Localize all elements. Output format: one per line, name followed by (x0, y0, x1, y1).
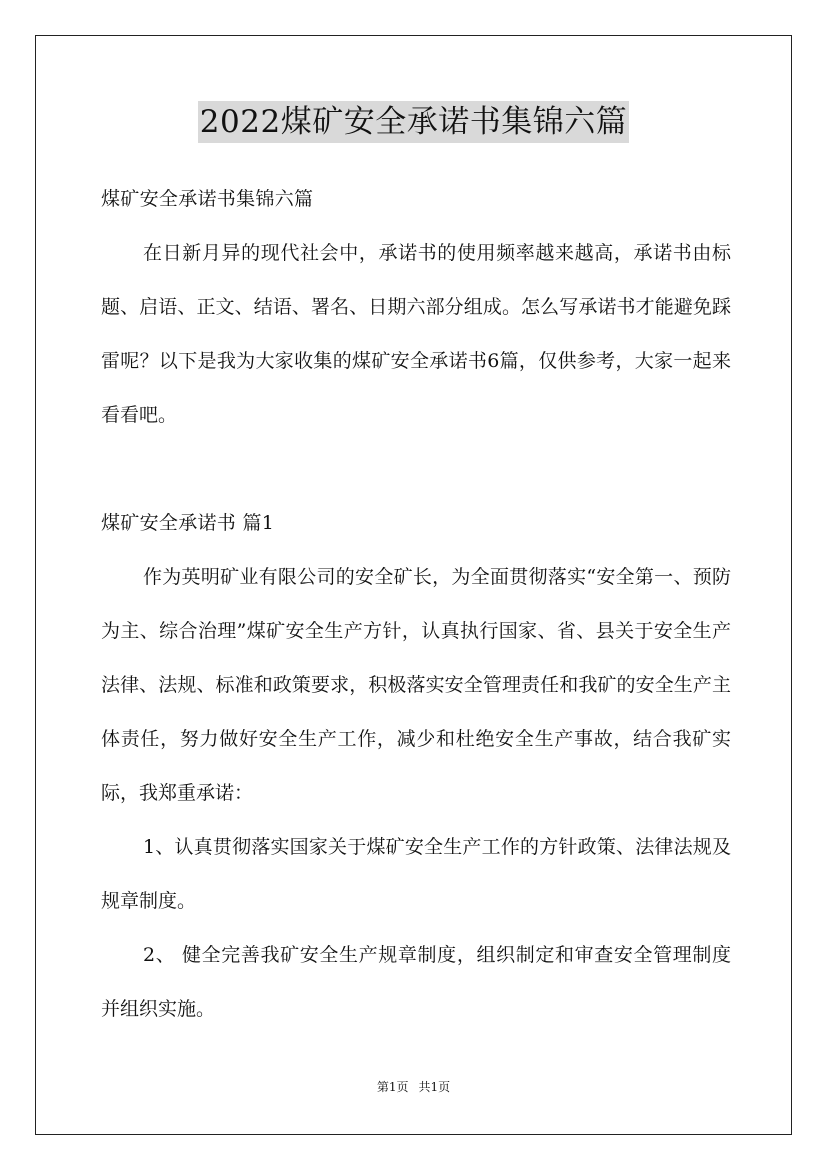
section-paragraph: 作为英明矿业有限公司的安全矿长，为全面贯彻落实“安全第一、预防为主、综合治理”煤矿安全生产方针，认真执行国家、省、县关于安全生产法律、法规、标准和政策要求，积极落实安全管理责任和我矿的安全生产主体责任，努力做好安全生产工作，减少和杜绝安全生产事故，结合我矿实际，我郑重承诺： (101, 566, 731, 804)
section-heading: 煤矿安全承诺书 篇1 (101, 512, 275, 534)
list-item: 1、认真贯彻落实国家关于煤矿安全生产工作的方针政策、法律法规及规章制度。 (101, 836, 731, 912)
list-item: 2、 健全完善我矿安全生产规章制度，组织制定和审查安全管理制度并组织实施。 (101, 944, 731, 1020)
document-title: 2022煤矿安全承诺书集锦六篇 (198, 101, 629, 143)
document-body (101, 172, 731, 1036)
page-number: 第1页 (376, 1080, 409, 1094)
paragraph-gap (101, 442, 731, 496)
page-total: 共1页 (418, 1080, 451, 1094)
intro-paragraph: 在日新月异的现代社会中，承诺书的使用频率越来越高，承诺书由标题、启语、正文、结语、署名、日期六部分组成。怎么写承诺书才能避免踩雷呢？以下是我为大家收集的煤矿安全承诺书6篇，仅供参考，大家一起来看看吧。 (101, 242, 731, 426)
title-container (0, 101, 827, 143)
document-subtitle: 煤矿安全承诺书集锦六篇 (101, 188, 314, 210)
page-footer (0, 1079, 827, 1095)
